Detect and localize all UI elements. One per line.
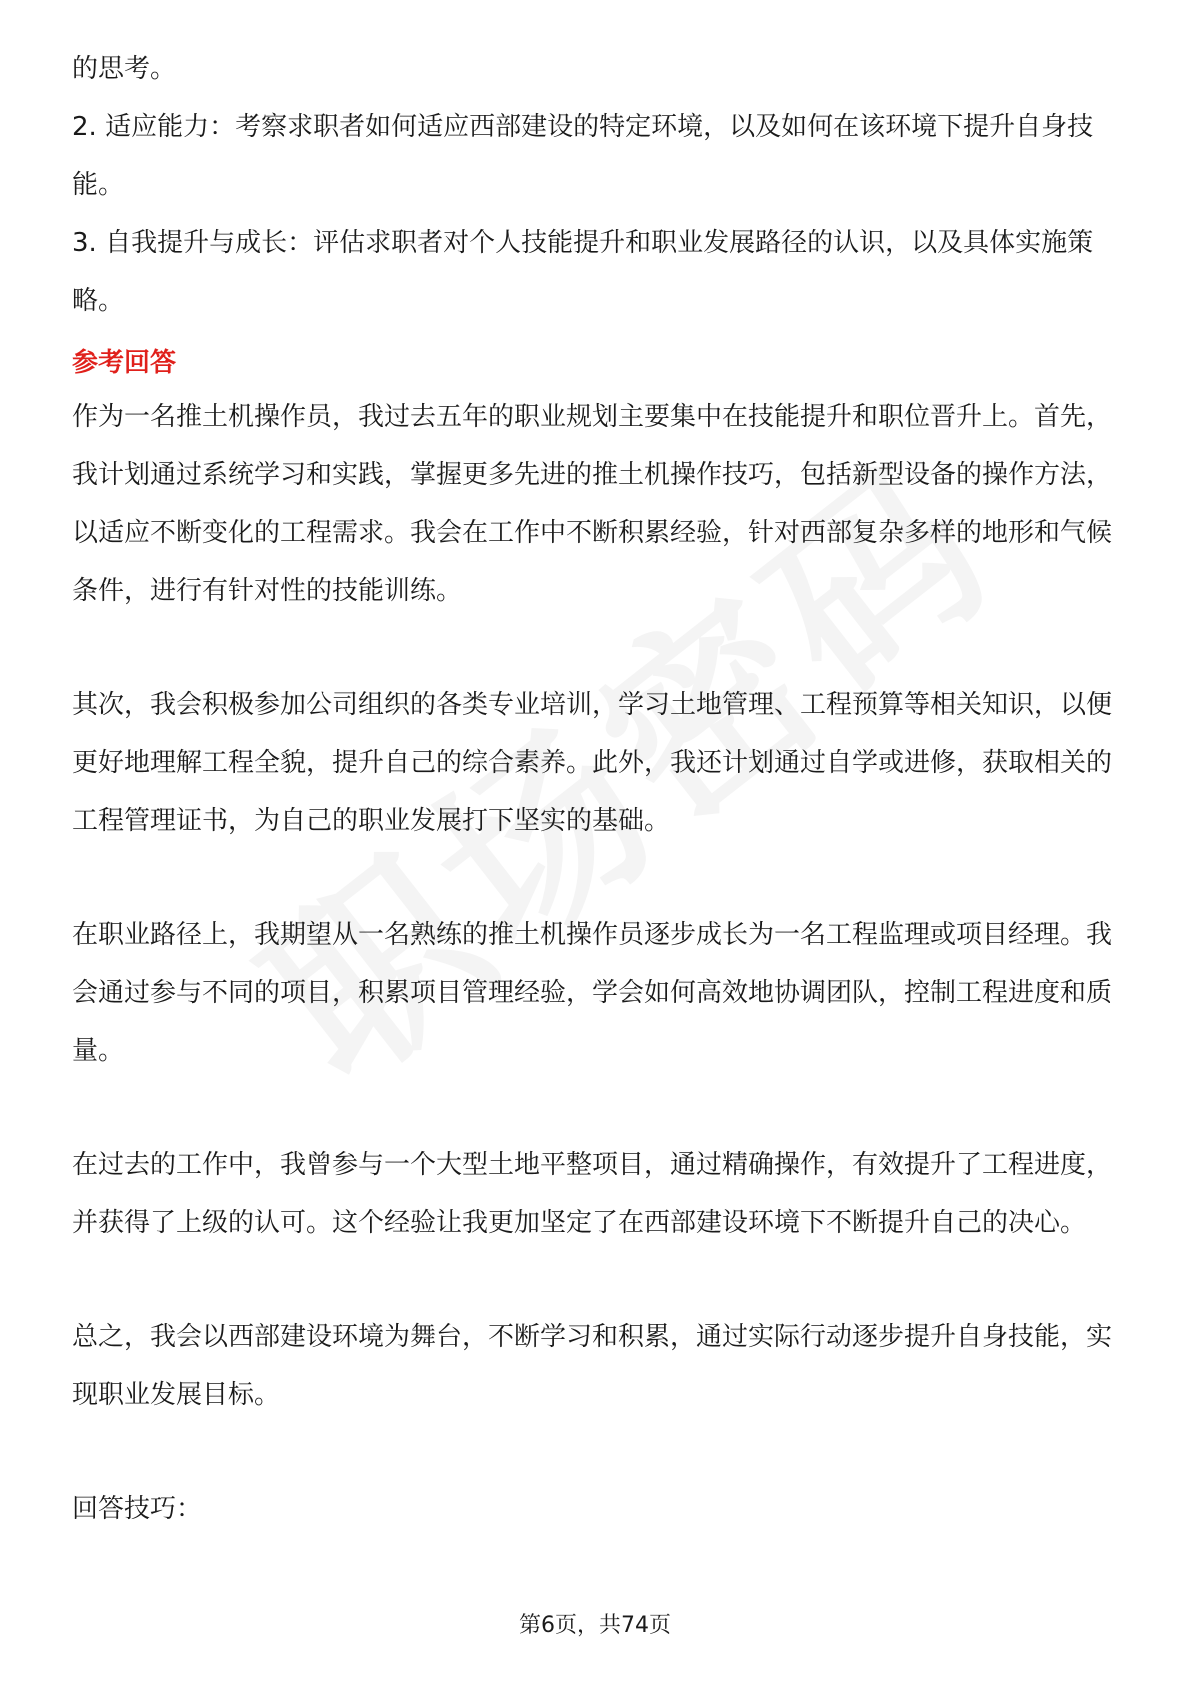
answer-paragraph: 其次，我会积极参加公司组织的各类专业培训，学习土地管理、工程预算等相关知识，以便更好地理解工程全貌，提升自己的综合素养。此外，我还计划通过自学或进修，获取相关的工程管理证书，为自己的职业发展打下坚实的基础。 (72, 690, 1113, 836)
intro-line: 2. 适应能力：考察求职者如何适应西部建设的特定环境，以及如何在该环境下提升自身技能。 (72, 112, 1094, 200)
intro-line: 3. 自我提升与成长：评估求职者对个人技能提升和职业发展路径的认识，以及具体实施策略。 (72, 228, 1094, 316)
intro-line: 的思考。 (72, 54, 177, 84)
answer-paragraph: 在过去的工作中，我曾参与一个大型土地平整项目，通过精确操作，有效提升了工程进度，并获得了上级的认可。这个经验让我更加坚定了在西部建设环境下不断提升自己的决心。 (72, 1150, 1113, 1238)
tips-label: 回答技巧： (72, 1494, 203, 1524)
answer-paragraph: 作为一名推土机操作员，我过去五年的职业规划主要集中在技能提升和职位晋升上。首先，我计划通过系统学习和实践，掌握更多先进的推土机操作技巧，包括新型设备的操作方法，以适应不断变化的工程需求。我会在工作中不断积累经验，针对西部复杂多样的地形和气候条件，进行有针对性的技能训练。 (72, 402, 1113, 606)
answer-paragraph: 总之，我会以西部建设环境为舞台，不断学习和积累，通过实际行动逐步提升自身技能，实现职业发展目标。 (72, 1322, 1113, 1410)
document-body (72, 40, 1122, 1538)
answer-paragraph: 在职业路径上，我期望从一名熟练的推土机操作员逐步成长为一名工程监理或项目经理。我会通过参与不同的项目，积累项目管理经验，学会如何高效地协调团队，控制工程进度和质量。 (72, 920, 1113, 1066)
page-footer: 第6页，共74页 (519, 1613, 671, 1638)
answer-heading: 参考回答 (72, 348, 177, 378)
intro-section (72, 40, 1122, 330)
